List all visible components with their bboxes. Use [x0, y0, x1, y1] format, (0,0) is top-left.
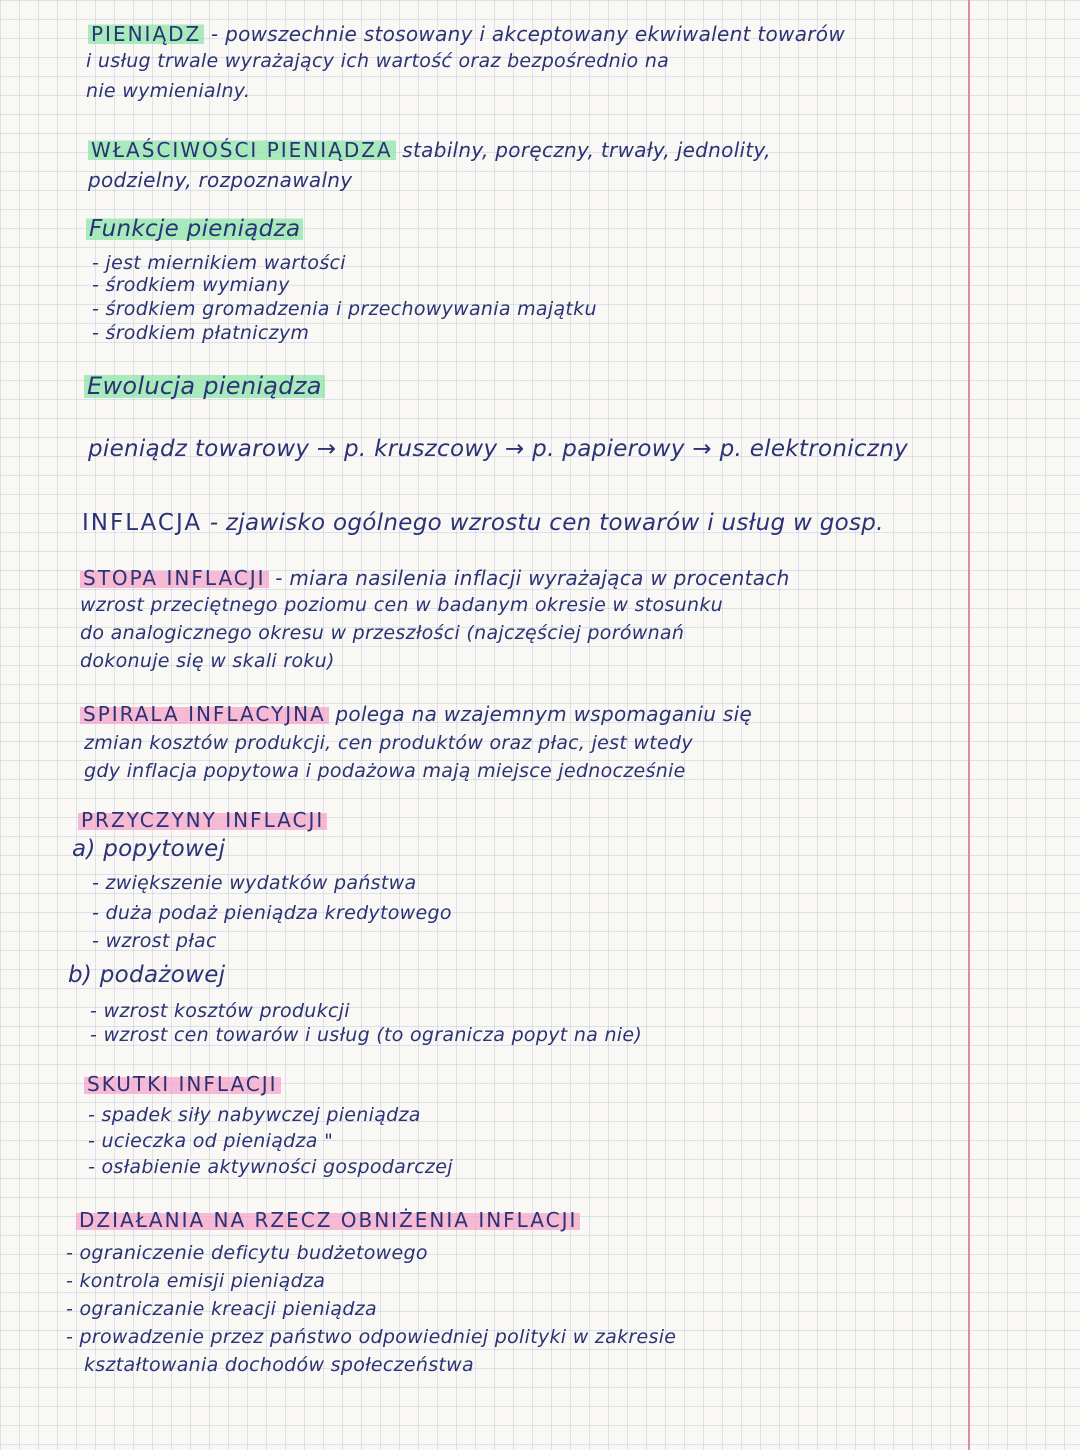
spiral-term: SPIRALA INFLACYJNA	[80, 702, 329, 726]
effects-item: - spadek siły nabywczej pieniądza	[88, 1104, 421, 1126]
money-definition-text-1: - powszechnie stosowany i akceptowany ekwiwalent towarów	[210, 22, 845, 46]
effects-item: - ucieczka od pieniądza "	[88, 1130, 334, 1152]
functions-item: - jest miernikiem wartości	[92, 252, 346, 274]
causes-demand-item: - zwiększenie wydatków państwa	[92, 872, 417, 894]
actions-item: - prowadzenie przez państwo odpowiedniej polityki w zakresie	[66, 1326, 677, 1348]
actions-item-continuation: kształtowania dochodów społeczeństwa	[84, 1354, 474, 1376]
actions-item: - ograniczanie kreacji pieniądza	[66, 1298, 377, 1320]
causes-demand-item: - wzrost płac	[92, 930, 217, 952]
causes-demand-item: - duża podaż pieniądza kredytowego	[92, 902, 452, 924]
actions-heading-line	[76, 1208, 580, 1232]
spiral-line-2: zmian kosztów produkcji, cen produktów oraz płac, jest wtedy	[84, 732, 693, 754]
actions-item: - kontrola emisji pieniądza	[66, 1270, 326, 1292]
functions-item: - środkiem płatniczym	[92, 322, 310, 344]
money-definition-line-2: i usług trwale wyrażający ich wartość oraz bezpośrednio na	[86, 50, 670, 72]
inflation-rate-term: STOPA INFLACJI	[80, 566, 269, 590]
money-definition-line-3: nie wymienialny.	[86, 80, 251, 102]
functions-heading: Funkcje pieniądza	[86, 216, 303, 242]
spiral-line-3: gdy inflacja popytowa i podażowa mają miejsce jednocześnie	[84, 760, 686, 782]
evolution-heading: Ewolucja pieniądza	[84, 372, 325, 400]
functions-item: - środkiem gromadzenia i przechowywania majątku	[92, 298, 597, 320]
properties-list-1: stabilny, poręczny, trwały, jednolity,	[402, 138, 771, 162]
causes-supply-label: b) podażowej	[68, 962, 226, 988]
effects-heading: SKUTKI INFLACJI	[84, 1072, 281, 1096]
functions-heading-line	[86, 216, 303, 242]
inflation-rate-line-1	[80, 566, 790, 590]
evolution-chain: pieniądz towarowy → p. kruszcowy → p. papierowy → p. elektroniczny	[88, 436, 909, 462]
actions-item: - ograniczenie deficytu budżetowego	[66, 1242, 428, 1264]
causes-heading: PRZYCZYNY INFLACJI	[78, 808, 327, 832]
money-definition-line-1	[88, 22, 845, 46]
inflation-definition: - zjawisko ogólnego wzrostu cen towarów i usług w gosp.	[209, 510, 884, 536]
actions-heading: DZIAŁANIA NA RZECZ OBNIŻENIA INFLACJI	[76, 1208, 580, 1232]
causes-supply-item: - wzrost cen towarów i usług (to ogranicza popyt na nie)	[90, 1024, 643, 1046]
inflation-rate-text-1: - miara nasilenia inflacji wyrażająca w procentach	[275, 566, 790, 590]
properties-line-1	[88, 138, 771, 162]
causes-demand-label: a) popytowej	[72, 836, 226, 862]
functions-item: - środkiem wymiany	[92, 274, 290, 296]
inflation-definition-line	[82, 510, 884, 536]
margin-line	[968, 0, 970, 1450]
spiral-text-1: polega na wzajemnym wspomaganiu się	[335, 702, 753, 726]
properties-line-2: podzielny, rozpoznawalny	[88, 168, 353, 192]
inflation-rate-line-4: dokonuje się w skali roku)	[80, 650, 335, 672]
inflation-rate-line-3: do analogicznego okresu w przeszłości (najczęściej porównań	[80, 622, 685, 644]
inflation-rate-line-2: wzrost przeciętnego poziomu cen w badanym okresie w stosunku	[80, 594, 723, 616]
money-term: PIENIĄDZ	[88, 22, 204, 46]
spiral-line-1	[80, 702, 752, 726]
effects-heading-line	[84, 1072, 281, 1096]
causes-supply-item: - wzrost kosztów produkcji	[90, 1000, 350, 1022]
properties-heading: WŁAŚCIWOŚCI PIENIĄDZA	[88, 138, 396, 162]
inflation-term: INFLACJA	[82, 510, 203, 536]
causes-heading-line	[78, 808, 327, 832]
effects-item: - osłabienie aktywności gospodarczej	[88, 1156, 453, 1178]
evolution-heading-line	[84, 372, 325, 400]
